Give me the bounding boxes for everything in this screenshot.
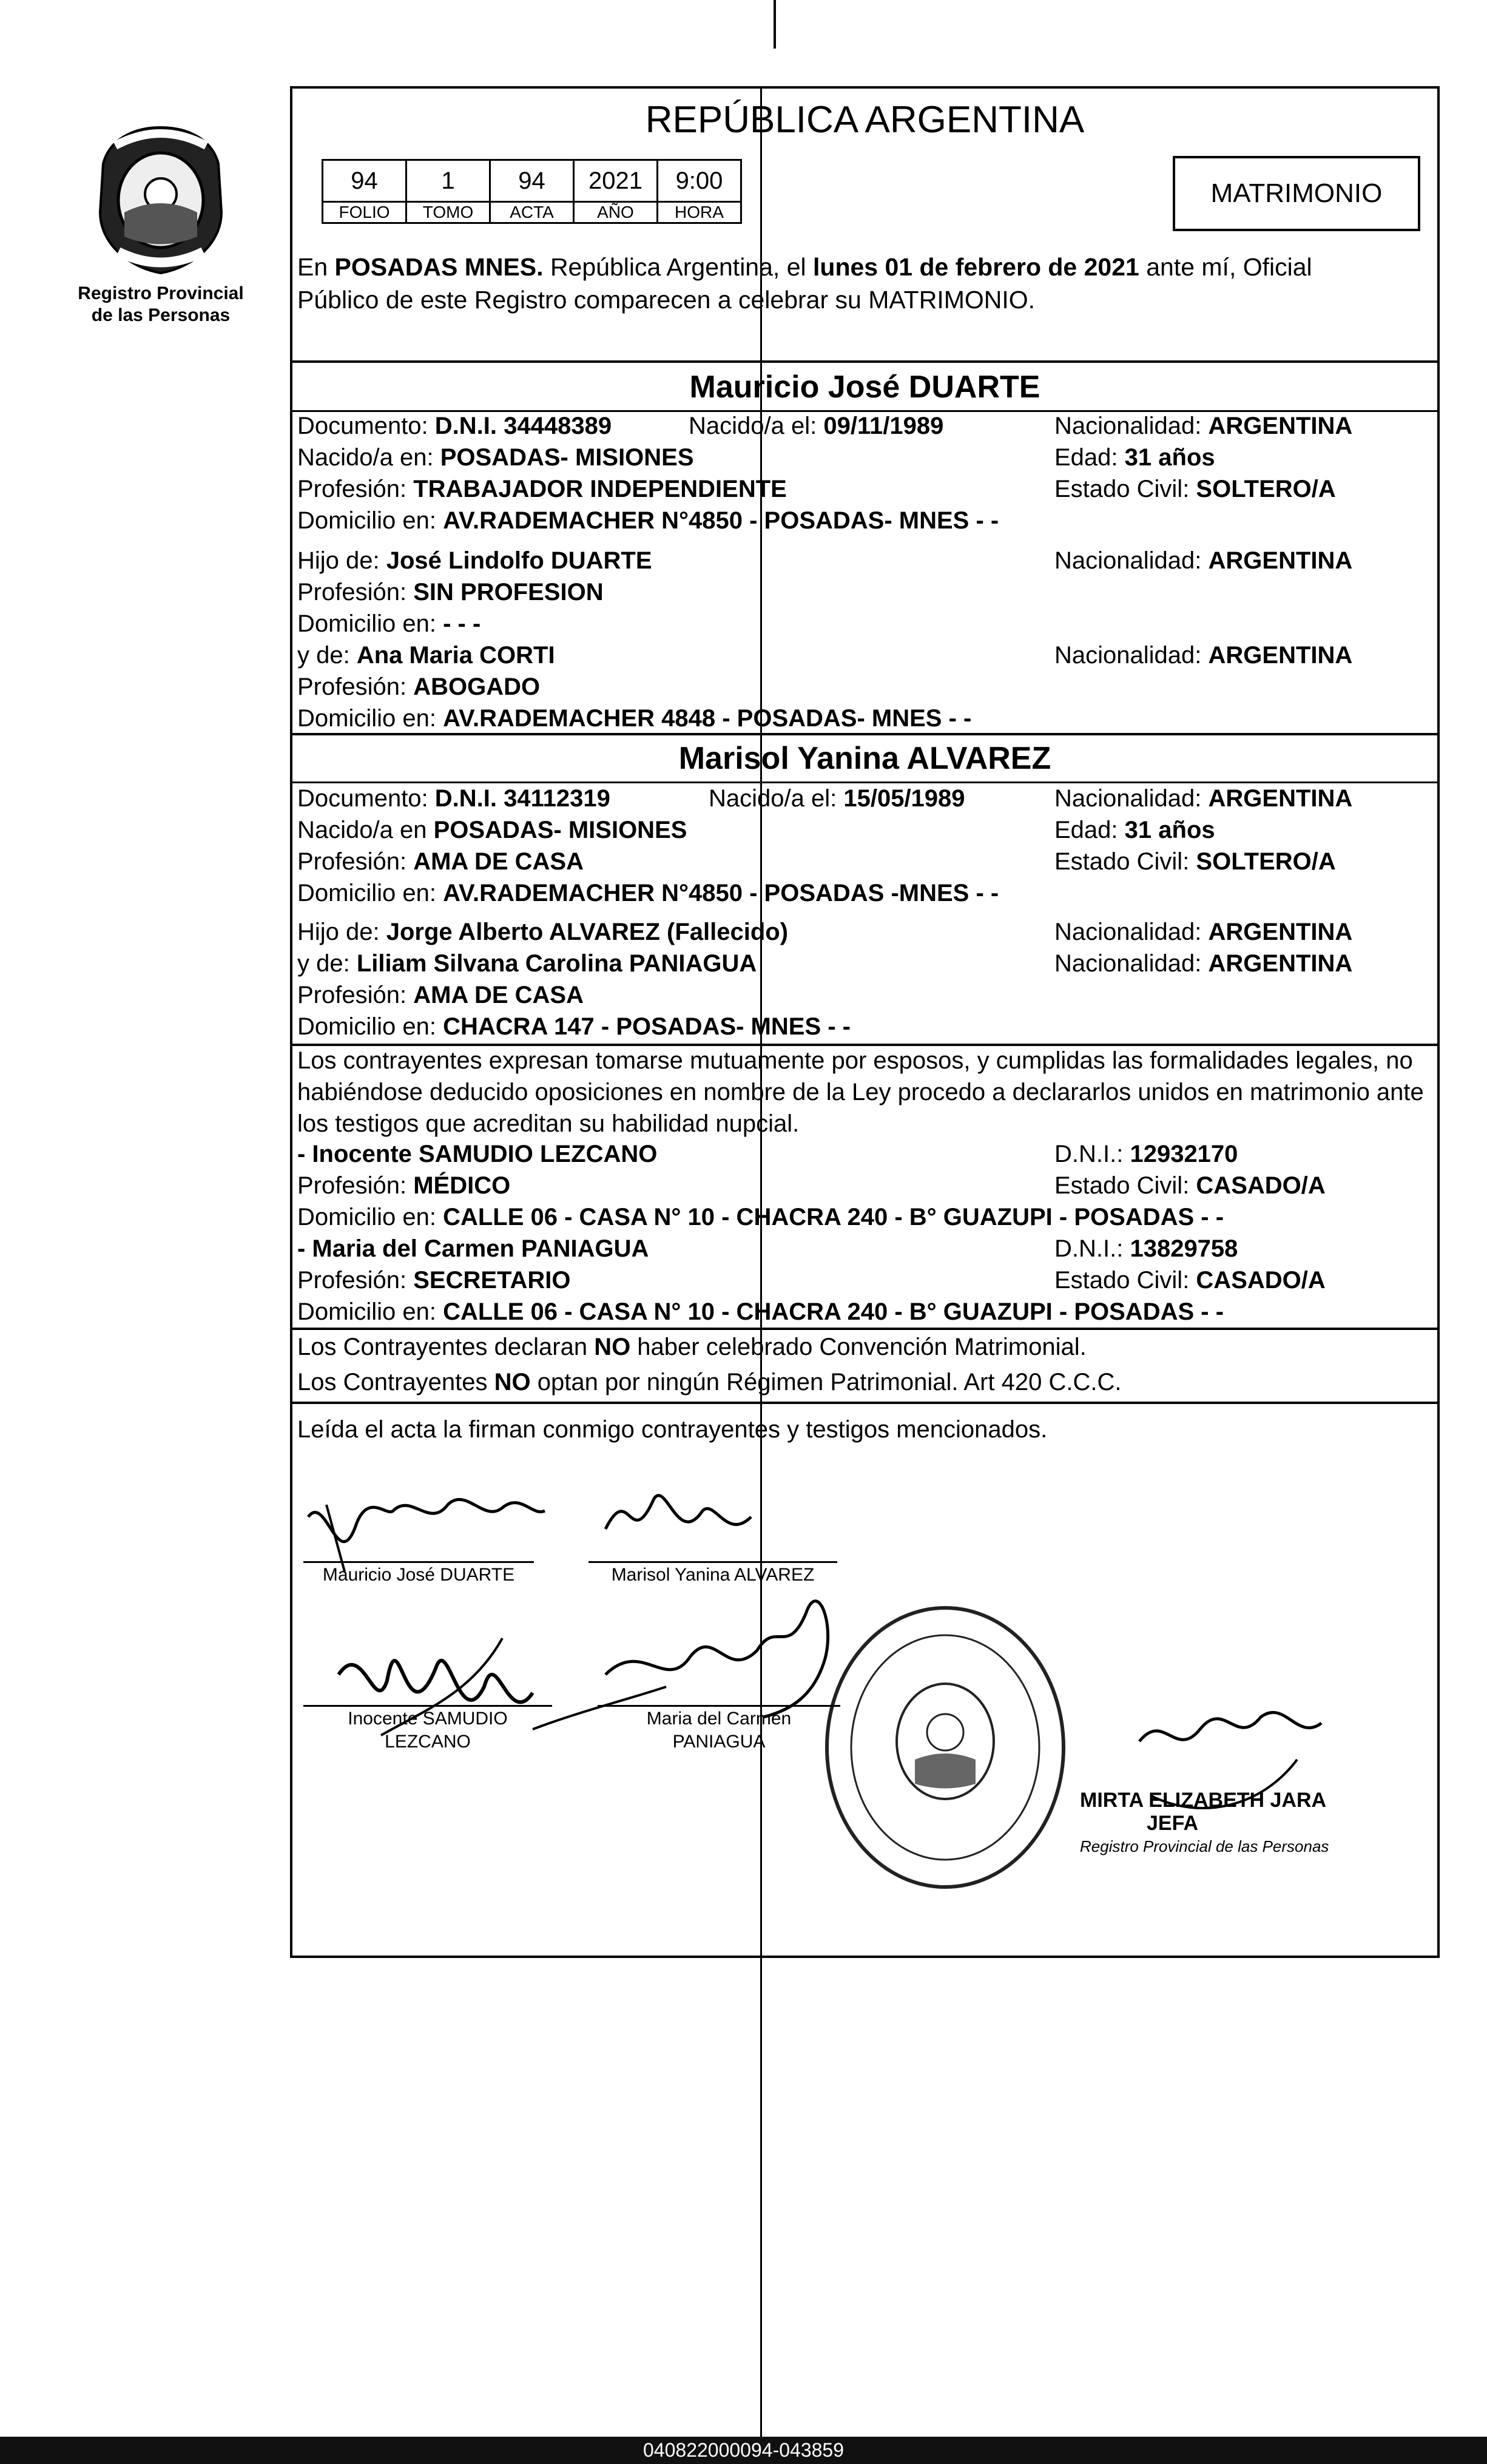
spouse1-birthplace: Nacido/a en: POSADAS- MISIONES — [297, 444, 694, 471]
spouse2-birthplace: Nacido/a en POSADAS- MISIONES — [297, 817, 687, 843]
spouse1-address: Domicilio en: AV.RADEMACHER N°4850 - POSADAS- MNES - - — [297, 507, 999, 534]
official-office: Registro Provincial de las Personas — [1080, 1837, 1329, 1855]
spouse2-mother: y de: Liliam Silvana Carolina PANIAGUA — [297, 950, 757, 977]
tomo-value: 1 — [406, 160, 490, 202]
spouse2-mother-profession: Profesión: AMA DE CASA — [297, 982, 584, 1008]
regime-line1: Los Contrayentes declaran NO haber celebrado Convención Matrimonial. — [297, 1334, 1087, 1360]
intro-p3: República Argentina, el — [543, 253, 814, 281]
document-code-bar: 040822000094-043859 — [0, 2437, 1487, 2464]
logo-caption-line1: Registro Provincial — [78, 283, 244, 303]
intro-line2: Público de este Registro comparecen a celebrar su MATRIMONIO. — [297, 286, 1036, 314]
witness1-address: Domicilio en: CALLE 06 - CASA N° 10 - CHACRA 240 - B° GUAZUPI - POSADAS - - — [297, 1204, 1224, 1230]
signature-caption-4 — [598, 1707, 840, 1753]
spouse2-mother-address: Domicilio en: CHACRA 147 - POSADAS- MNES - - — [297, 1013, 851, 1040]
spouse1-father-nationality: Nacionalidad: ARGENTINA — [1054, 547, 1353, 574]
spouse1-mother-address: Domicilio en: AV.RADEMACHER 4848 - POSADAS- MNES - - — [297, 705, 972, 732]
witness2-profession: Profesión: SECRETARIO — [297, 1267, 571, 1294]
record-numbers-table — [322, 159, 742, 224]
spouse2-birthdate: Nacido/a el: 15/05/1989 — [709, 785, 965, 812]
witness1-dni: D.N.I.: 12932170 — [1054, 1141, 1238, 1167]
acta-label: ACTA — [490, 202, 574, 223]
spouse1-age: Edad: 31 años — [1054, 444, 1215, 471]
spouse1-civil-status: Estado Civil: SOLTERO/A — [1054, 476, 1336, 502]
official-stamp — [1080, 1789, 1371, 1858]
official-name: MIRTA ELIZABETH JARA — [1080, 1789, 1327, 1812]
signature-caption-2: Marisol Yanina ALVAREZ — [611, 1565, 815, 1585]
signature-caption-4b: PANIAGUA — [672, 1732, 766, 1752]
signature-caption-3 — [303, 1707, 552, 1753]
divider-1 — [290, 360, 1440, 363]
spouse2-address: Domicilio en: AV.RADEMACHER N°4850 - POSADAS -MNES - - — [297, 880, 999, 906]
closing-text: Leída el acta la firman conmigo contrayentes y testigos mencionados. — [297, 1416, 1048, 1443]
signature-caption-3b: LEZCANO — [385, 1732, 471, 1752]
hora-value: 9:00 — [658, 160, 741, 202]
acta-value: 94 — [490, 160, 574, 202]
spouse1-father-profession: Profesión: SIN PROFESION — [297, 579, 604, 606]
tomo-label: TOMO — [406, 202, 490, 223]
witness1-civil-status: Estado Civil: CASADO/A — [1054, 1172, 1326, 1199]
witness2-civil-status: Estado Civil: CASADO/A — [1054, 1267, 1326, 1294]
spouse1-birthdate: Nacido/a el: 09/11/1989 — [689, 413, 944, 439]
spouse2-mother-nationality: Nacionalidad: ARGENTINA — [1054, 950, 1353, 977]
spouse1-name: Mauricio José DUARTE — [689, 370, 1040, 405]
witness1-profession: Profesión: MÉDICO — [297, 1172, 511, 1199]
intro-line1 — [297, 251, 1312, 283]
page-title: REPÚBLICA ARGENTINA — [645, 99, 1085, 141]
witness1-name: - Inocente SAMUDIO LEZCANO — [297, 1141, 658, 1167]
anio-label: AÑO — [574, 202, 658, 223]
spouse1-documento: Documento: D.N.I. 34448389 — [297, 413, 612, 439]
intro-city: POSADAS MNES. — [334, 253, 544, 281]
spouse1-father: Hijo de: José Lindolfo DUARTE — [297, 547, 652, 574]
spouse1-mother-nationality: Nacionalidad: ARGENTINA — [1054, 642, 1353, 669]
spouse2-profession: Profesión: AMA DE CASA — [297, 848, 584, 875]
divider-2 — [290, 733, 1440, 735]
folio-value: 94 — [323, 160, 406, 202]
spouse2-father-nationality: Nacionalidad: ARGENTINA — [1054, 919, 1353, 945]
declaration-line2: habiéndose deducido oposiciones en nombre de la Ley procedo a declararlos unidos en matrimonio ante — [297, 1079, 1424, 1105]
spouse2-father: Hijo de: Jorge Alberto ALVAREZ (Fallecido) — [297, 919, 789, 945]
spouse2-name: Marisol Yanina ALVAREZ — [678, 741, 1051, 776]
scan-artifact-line-top — [774, 0, 776, 49]
signature-line-3 — [303, 1705, 552, 1707]
record-type-box: MATRIMONIO — [1173, 156, 1420, 231]
logo-caption-line2: de las Personas — [91, 305, 231, 325]
registry-logo — [91, 121, 231, 279]
signature-caption-1: Mauricio José DUARTE — [322, 1565, 515, 1585]
official-title: JEFA — [1147, 1812, 1199, 1835]
witness2-dni: D.N.I.: 13829758 — [1054, 1235, 1238, 1262]
logo-caption — [61, 283, 261, 326]
folio-label: FOLIO — [323, 202, 406, 223]
declaration-line1: Los contrayentes expresan tomarse mutuamente por esposos, y cumplidas las formalidades legales, no — [297, 1047, 1413, 1074]
divider-5 — [290, 1402, 1440, 1404]
spouse2-nationality: Nacionalidad: ARGENTINA — [1054, 785, 1353, 812]
signature-line-4 — [598, 1705, 840, 1707]
spouse1-nationality: Nacionalidad: ARGENTINA — [1054, 413, 1353, 439]
signature-line-2 — [588, 1561, 837, 1563]
hora-label: HORA — [658, 202, 741, 223]
regime-line2: Los Contrayentes NO optan por ningún Régimen Patrimonial. Art 420 C.C.C. — [297, 1369, 1122, 1396]
spouse1-mother: y de: Ana Maria CORTI — [297, 642, 555, 669]
spouse1-mother-profession: Profesión: ABOGADO — [297, 673, 541, 700]
spouse2-documento: Documento: D.N.I. 34112319 — [297, 785, 610, 812]
intro-date: lunes 01 de febrero de 2021 — [813, 253, 1139, 281]
intro-p5: ante mí, Oficial — [1139, 253, 1312, 281]
witness2-address: Domicilio en: CALLE 06 - CASA N° 10 - CHACRA 240 - B° GUAZUPI - POSADAS - - — [297, 1298, 1224, 1325]
signature-caption-3a: Inocente SAMUDIO — [348, 1709, 508, 1729]
signature-caption-4a: Maria del Carmen — [646, 1709, 792, 1729]
spouse1-profession: Profesión: TRABAJADOR INDEPENDIENTE — [297, 476, 787, 502]
divider-4 — [290, 1328, 1440, 1330]
spouse2-civil-status: Estado Civil: SOLTERO/A — [1054, 848, 1336, 875]
spouse2-age: Edad: 31 años — [1054, 817, 1215, 843]
signature-line-1 — [303, 1561, 534, 1563]
intro-p1: En — [297, 253, 335, 281]
anio-value: 2021 — [574, 160, 658, 202]
spouse1-father-address: Domicilio en: - - - — [297, 610, 481, 637]
registry-seal-icon — [91, 121, 231, 279]
declaration-line3: los testigos que acreditan su habilidad nupcial. — [297, 1110, 800, 1137]
witness2-name: - Maria del Carmen PANIAGUA — [297, 1235, 649, 1262]
